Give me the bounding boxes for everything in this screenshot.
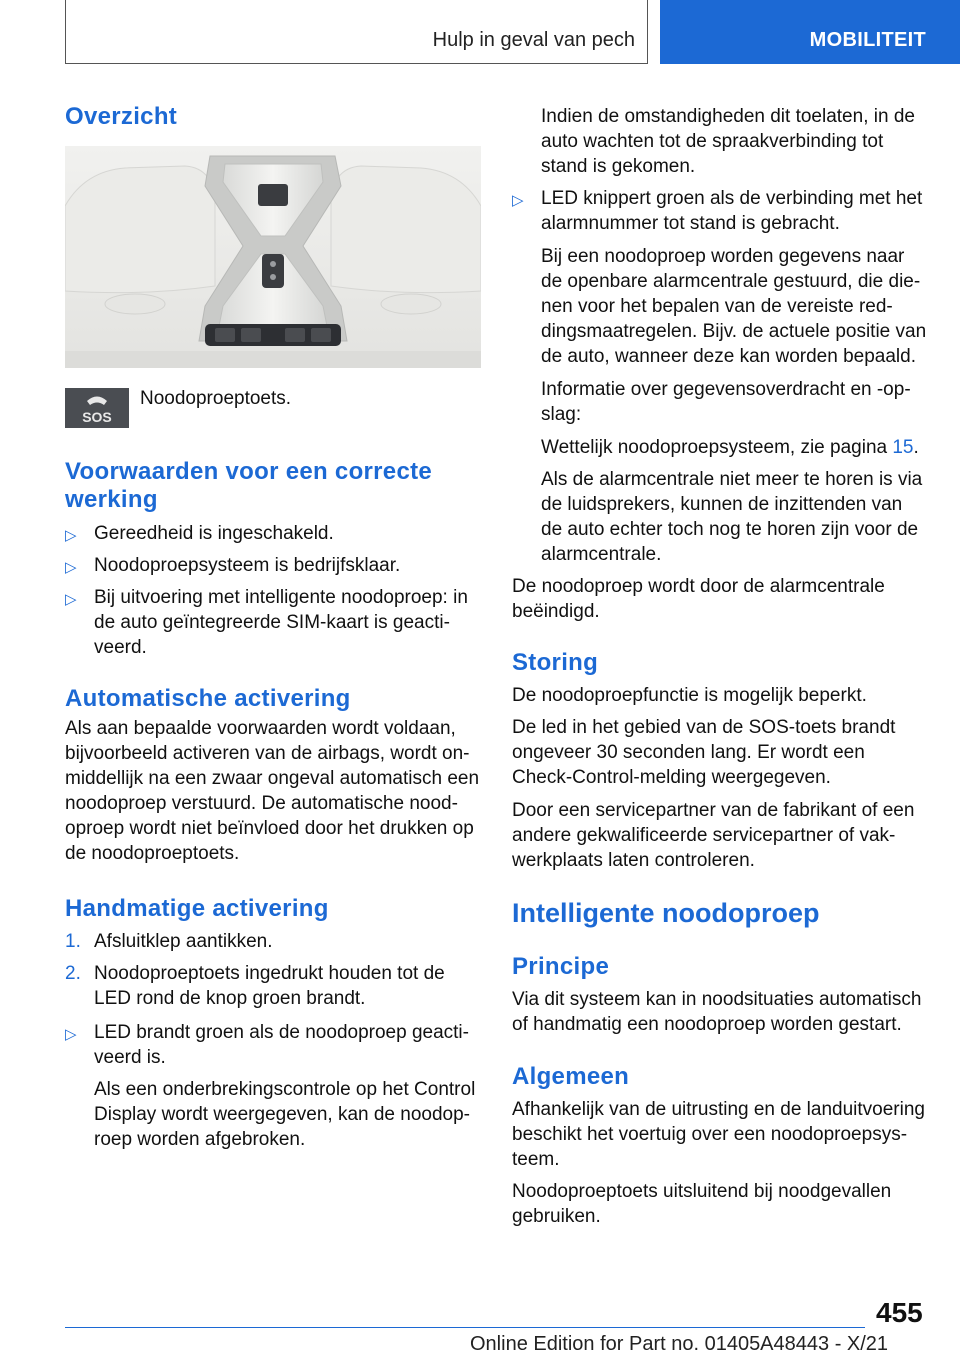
- overhead-console-illustration: [65, 146, 481, 368]
- bullet-icon: ▷: [65, 1026, 77, 1043]
- led-note-line: Als een onderbrekingscontrole op het Control: [94, 1079, 476, 1100]
- list-item: Bij uitvoering met intelligente noodoproep: in: [94, 587, 468, 608]
- paragraph-line: noodoproep verstuurd. De automatische nood-: [65, 793, 458, 814]
- principe-line: of handmatig een noodoproep worden gestart.: [512, 1014, 902, 1035]
- wait-text-line: Indien de omstandigheden dit toelaten, in de: [541, 106, 915, 127]
- paragraph-line: middellijk na een zwaar ongeval automatisch een: [65, 768, 480, 789]
- speaker-text-line: alarmcentrale.: [541, 544, 662, 565]
- data-text-line: de openbare alarmcentrale gestuurd, die die-: [541, 271, 921, 292]
- overhead-console-photo: [65, 146, 481, 368]
- end-text-line: De noodoproep wordt door de alarmcentrale: [512, 576, 885, 597]
- led-bullet-text: LED brandt groen als de noodoproep geacti-: [94, 1022, 469, 1043]
- paragraph-line: Als aan bepaalde voorwaarden wordt voldaan,: [65, 718, 456, 739]
- storing-line: De noodoproepfunctie is mogelijk beperkt.: [512, 685, 867, 706]
- header-section-title: Hulp in geval van pech: [432, 29, 635, 51]
- data-text-line: de auto, wanneer deze kan worden bepaald.: [541, 346, 916, 367]
- algemeen-note-line: Noodoproeptoets uitsluitend bij noodgevallen: [512, 1181, 892, 1202]
- list-item: Gereedheid is ingeschakeld.: [94, 523, 334, 544]
- led-note-line: roep worden afgebroken.: [94, 1129, 306, 1150]
- principe-line: Via dit systeem kan in noodsituaties automatisch: [512, 989, 922, 1010]
- blink-bullet-text: LED knippert groen als de verbinding met het: [541, 188, 923, 209]
- sos-icon-label: SOS: [82, 409, 112, 425]
- heading-voorwaarden-line1: Voorwaarden voor een correcte: [65, 458, 433, 485]
- wettelijk-line: [541, 435, 919, 460]
- info-text-line: slag:: [541, 404, 582, 425]
- list-item-cont: de auto geïntegreerde SIM-kaart is geacti-: [94, 612, 450, 633]
- data-text-line: Bij een noodoproep worden gegevens naar: [541, 246, 905, 267]
- end-text-line: beëindigd.: [512, 601, 600, 622]
- footer-edition: Online Edition for Part no. 01405A48443 - X/21: [470, 1333, 889, 1355]
- heading-principe: Principe: [512, 953, 610, 980]
- wettelijk-suffix: .: [913, 437, 919, 458]
- wait-text-line: stand is gekomen.: [541, 156, 696, 177]
- heading-storing: Storing: [512, 649, 599, 676]
- speaker-text-line: Als de alarmcentrale niet meer te horen is via: [541, 469, 923, 490]
- heading-voorwaarden-line2: werking: [65, 486, 158, 513]
- storing-line: Door een servicepartner van de fabrikant of een: [512, 800, 915, 821]
- step-number: 1.: [65, 931, 81, 952]
- algemeen-line: Afhankelijk van de uitrusting en de landuitvoering: [512, 1099, 925, 1120]
- list-item: Noodoproepsysteem is bedrijfsklaar.: [94, 555, 401, 576]
- heading-overzicht: Overzicht: [65, 103, 178, 130]
- step-text: Noodoproeptoets ingedrukt houden tot de: [94, 963, 445, 984]
- step-number: 2.: [65, 963, 81, 984]
- wait-text-line: auto wachten tot de spraakverbinding tot: [541, 131, 884, 152]
- storing-line: De led in het gebied van de SOS-toets brandt: [512, 717, 896, 738]
- heading-intelligente-noodoproep: Intelligente noodoproep: [512, 898, 820, 928]
- step-text-cont: LED rond de knop groen brandt.: [94, 988, 366, 1009]
- led-bullet-text-cont: veerd is.: [94, 1047, 166, 1068]
- header-tab-mobiliteit[interactable]: [660, 0, 960, 64]
- sos-caption: Noodoproeptoets.: [140, 388, 292, 409]
- storing-line: andere gekwalificeerde servicepartner of vak-: [512, 825, 896, 846]
- data-text-line: nen voor het bepalen van de vereiste red-: [541, 296, 893, 317]
- sos-phone-icon: [65, 388, 129, 428]
- led-note-line: Display wordt weergegeven, kan de noodop-: [94, 1104, 471, 1125]
- speaker-text-line: de luidsprekers, kunnen de inzittenden van: [541, 494, 903, 515]
- blink-bullet-text-cont: alarmnummer tot stand is gebracht.: [541, 213, 840, 234]
- info-text-line: Informatie over gegevensoverdracht en -op-: [541, 379, 911, 400]
- data-text-line: dingsmaatregelen. Bijv. de actuele positie van: [541, 321, 927, 342]
- footer-divider: [65, 1327, 865, 1328]
- list-item-cont: veerd.: [94, 637, 147, 658]
- paragraph-line: de noodoproeptoets.: [65, 843, 240, 864]
- storing-line: ongeveer 30 seconden lang. Er wordt een: [512, 742, 865, 763]
- storing-line: Check-Control-melding weergegeven.: [512, 767, 831, 788]
- page-number: 455: [876, 1297, 923, 1328]
- speaker-text-line: de auto echter toch nog te horen zijn voor de: [541, 519, 919, 540]
- algemeen-note-line: gebruiken.: [512, 1206, 601, 1227]
- algemeen-line: beschikt het voertuig over een noodoproepsys-: [512, 1124, 908, 1145]
- heading-automatische-activering: Automatische activering: [65, 685, 351, 712]
- bullet-icon: ▷: [65, 527, 77, 544]
- heading-handmatige-activering: Handmatige activering: [65, 895, 329, 922]
- wettelijk-prefix: Wettelijk noodoproepsysteem, zie pagina: [541, 437, 888, 458]
- sos-button-icon: [65, 388, 129, 428]
- algemeen-line: teem.: [512, 1149, 560, 1170]
- header-tab-label: MOBILITEIT: [809, 29, 926, 51]
- heading-algemeen: Algemeen: [512, 1063, 630, 1090]
- storing-line: werkplaats laten controleren.: [512, 850, 755, 871]
- bullet-icon: ▷: [512, 192, 524, 209]
- paragraph-line: bijvoorbeeld activeren van de airbags, wordt on-: [65, 743, 470, 764]
- bullet-icon: ▷: [65, 559, 77, 576]
- bullet-icon: ▷: [65, 591, 77, 608]
- paragraph-line: oproep wordt niet beïnvloed door het drukken op: [65, 818, 474, 839]
- step-text: Afsluitklep aantikken.: [94, 931, 273, 952]
- page-link-15[interactable]: 15: [892, 437, 914, 458]
